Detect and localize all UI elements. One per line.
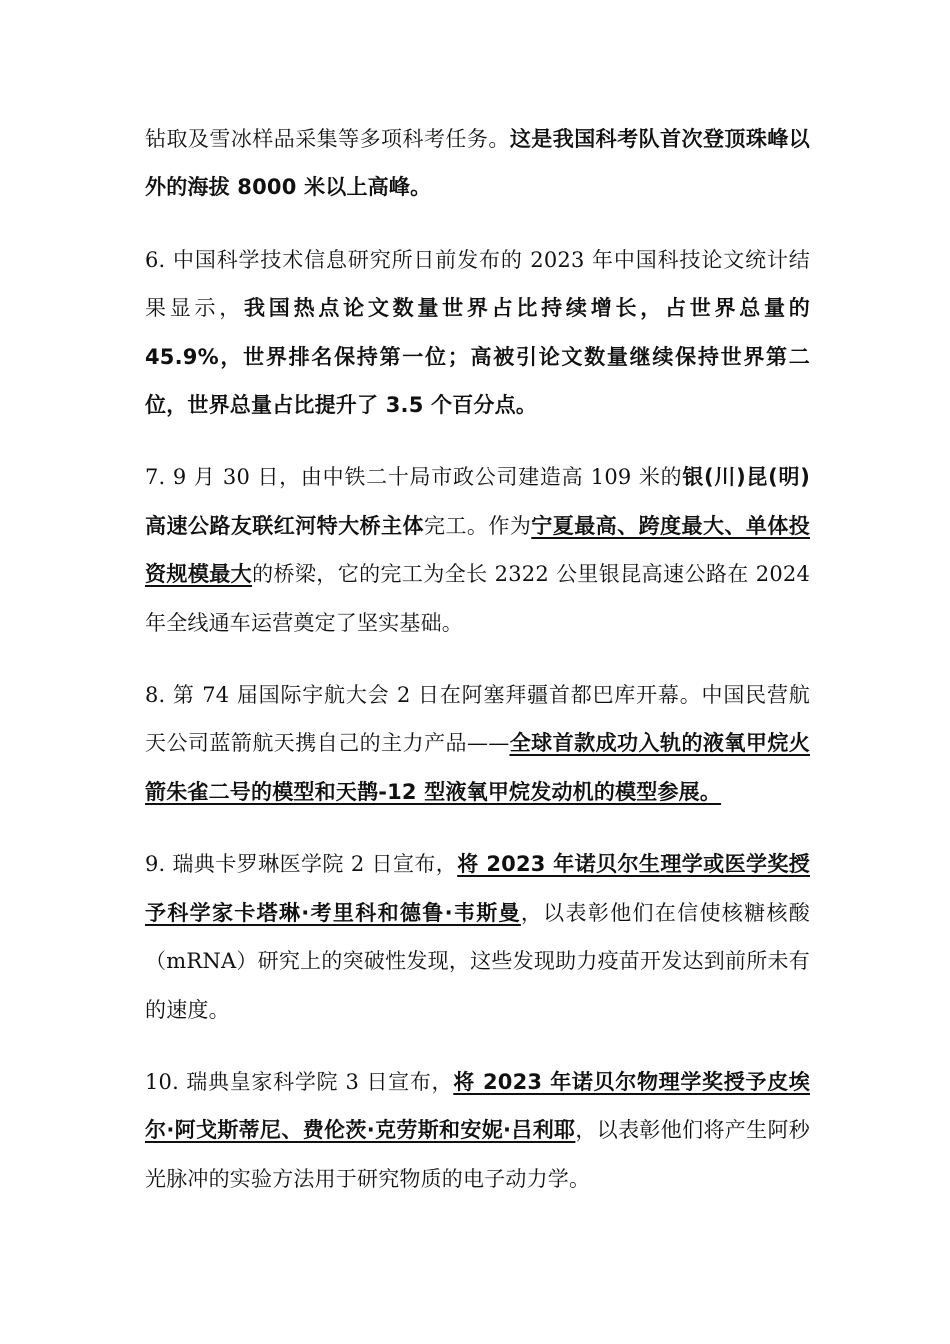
paragraph-item-7 bbox=[145, 453, 810, 647]
text-segment: ，以表彰他们将产生阿秒光脉冲的实验方法用于研究物质的电子动力学。 bbox=[145, 1118, 810, 1191]
text-segment: 9. 瑞典卡罗琳医学院 2 日宣布， bbox=[145, 852, 458, 877]
bold-underlined-text-segment: 宁夏最高、跨度最大、单体投资规模最大 bbox=[145, 513, 810, 587]
text-segment: 7. 9 月 30 日，由中铁二十局市政公司建造高 109 米的 bbox=[145, 465, 683, 490]
paragraph-item-6 bbox=[145, 236, 810, 430]
bold-text-segment: 我国热点论文数量世界占比持续增长，占世界总量的 45.9%，世界排名保持第一位；高被引论文数量继续保持世界第二位，世界总量占比提升了 3.5 个百分点。 bbox=[145, 296, 810, 418]
bold-text-segment: 银(川)昆(明)高速公路友联红河特大桥主体 bbox=[145, 465, 810, 538]
bold-underlined-text-segment: 全球首款成功入轨的液氧甲烷火箭朱雀二号的模型和天鹊-12 型液氧甲烷发动机的模型参展。 bbox=[145, 731, 810, 804]
paragraph-item-8 bbox=[145, 671, 810, 816]
text-segment: 8. 第 74 届国际宇航大会 2 日在阿塞拜疆首都巴库开幕。中国民营航天公司蓝箭航天携自己的主力产品—— bbox=[145, 683, 810, 756]
text-segment: 6. 中国科学技术信息研究所日前发布的 2023 年中国科技论文统计结果显示， bbox=[145, 247, 810, 321]
text-segment: 钻取及雪冰样品采集等多项科考任务。 bbox=[145, 127, 510, 151]
paragraph-continuation bbox=[145, 115, 810, 212]
paragraph-item-9 bbox=[145, 840, 810, 1034]
bold-underlined-text-segment: 将 2023 年诺贝尔生理学或医学奖授予科学家卡塔琳·考里科和德鲁·韦斯曼 bbox=[145, 852, 810, 925]
text-segment: ，以表彰他们在信使核糖核酸（mRNA）研究上的突破性发现，这些发现助力疫苗开发达到前所未有的速度。 bbox=[145, 900, 810, 1022]
text-segment: 完工。作为 bbox=[423, 513, 532, 538]
text-segment: 的桥梁，它的完工为全长 2322 公里银昆高速公路在 2024 年全线通车运营奠定了坚实基础。 bbox=[145, 562, 810, 635]
bold-text-segment: 这是我国科考队首次登顶珠峰以外的海拔 8000 米以上高峰。 bbox=[145, 127, 810, 200]
document-page bbox=[145, 115, 810, 1203]
text-segment: 10. 瑞典皇家科学院 3 日宣布， bbox=[145, 1069, 454, 1094]
paragraph-item-10 bbox=[145, 1058, 810, 1203]
bold-underlined-text-segment: 将 2023 年诺贝尔物理学奖授予皮埃尔·阿戈斯蒂尼、费伦茨·克劳斯和安妮·吕利耶 bbox=[145, 1069, 810, 1143]
